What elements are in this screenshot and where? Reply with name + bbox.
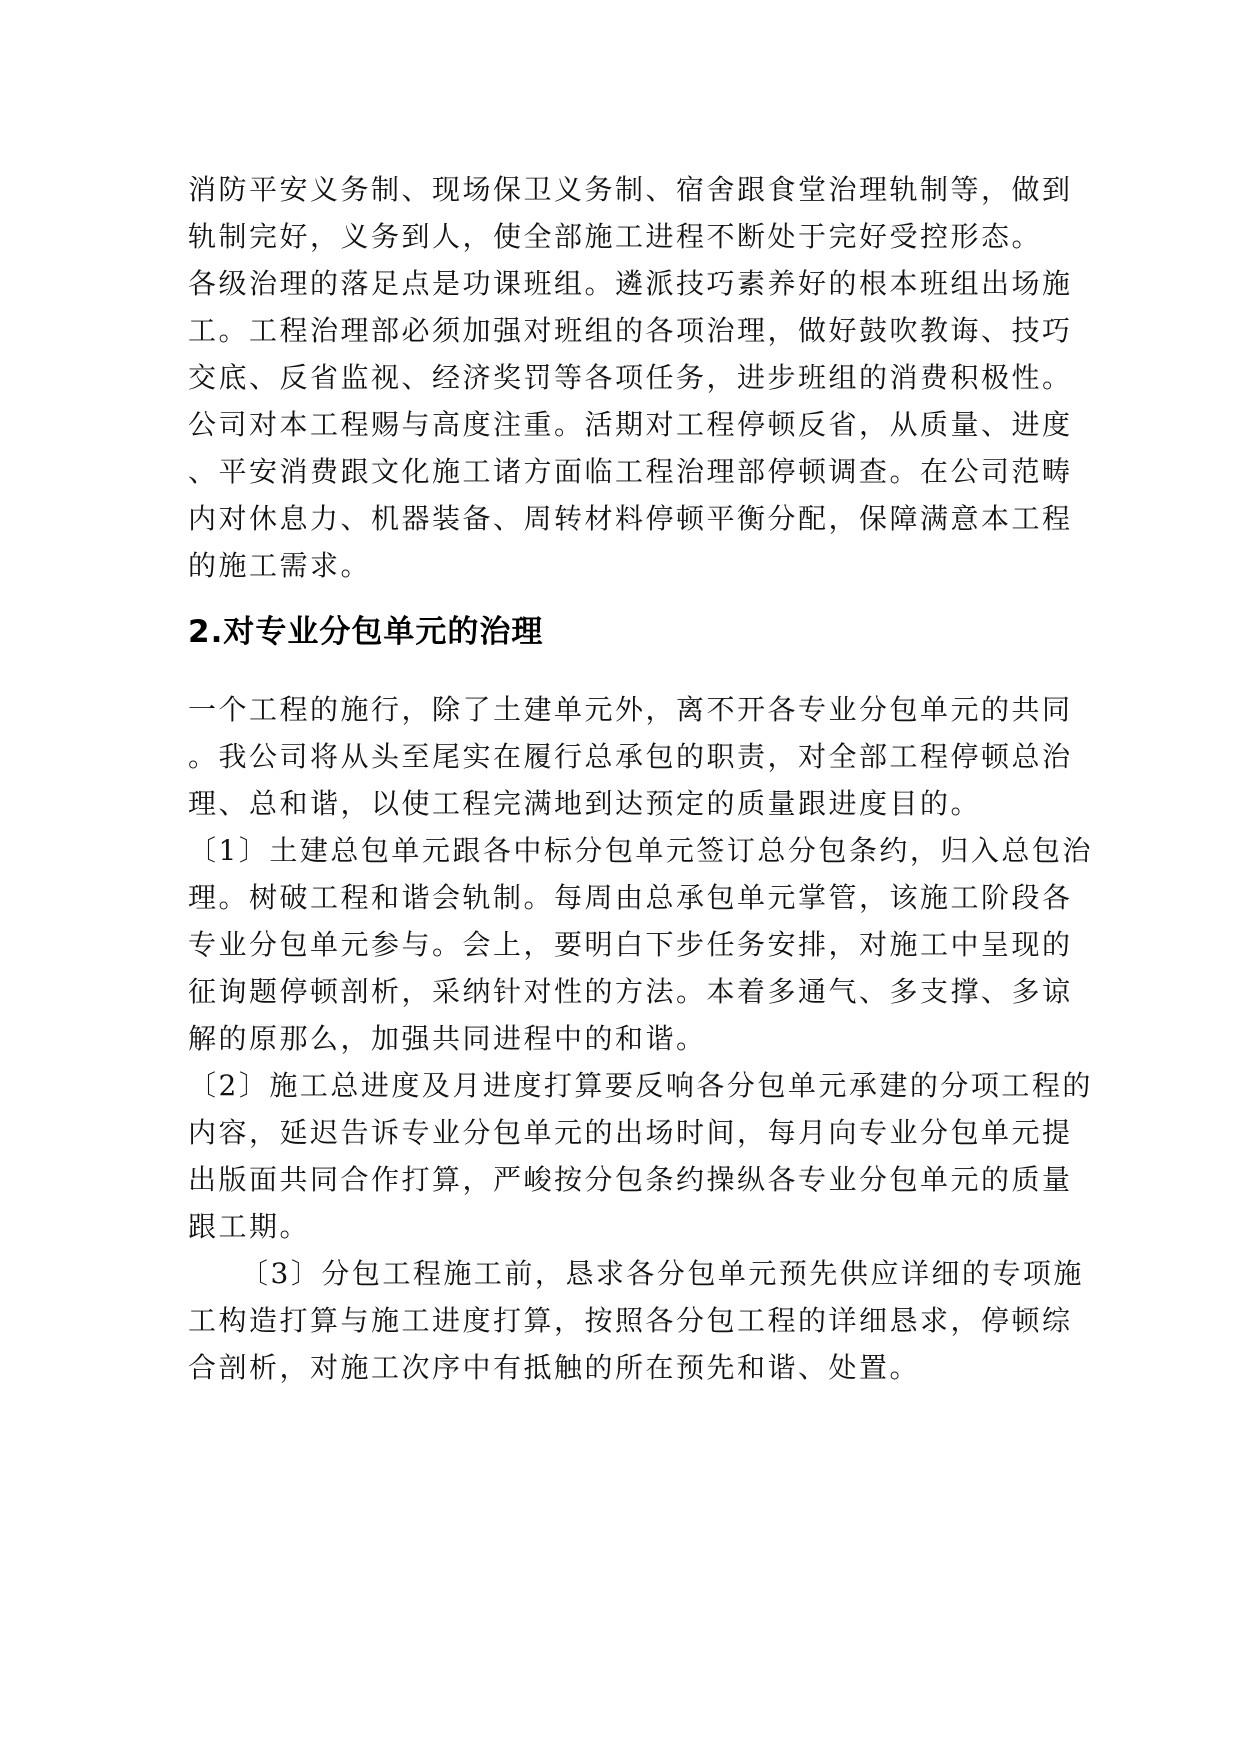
paragraph-line: 理。树破工程和谐会轨制。每周由总承包单元掌管，该施工阶段各 bbox=[188, 881, 1073, 914]
paragraph-line: 工。工程治理部必须加强对班组的各项治理，做好鼓吹教诲、技巧 bbox=[188, 314, 1073, 347]
paragraph-line: 的施工需求。 bbox=[188, 549, 372, 582]
paragraph-line: 轨制完好，义务到人，使全部施工进程不断处于完好受控形态。 bbox=[188, 220, 1043, 253]
paragraph-line: 解的原那么，加强共同进程中的和谐。 bbox=[188, 1022, 707, 1055]
paragraph-line: 跟工期。 bbox=[188, 1210, 311, 1243]
paragraph-line: 内对休息力、机器装备、周转材料停顿平衡分配，保障满意本工程 bbox=[188, 502, 1073, 535]
paragraph-line: 各级治理的落足点是功课班组。遴派技巧素养好的根本班组出场施 bbox=[188, 267, 1073, 300]
paragraph-line: 消防平安义务制、现场保卫义务制、宿舍跟食堂治理轨制等，做到 bbox=[188, 173, 1073, 206]
paragraph-line: 公司对本工程赐与高度注重。活期对工程停顿反省，从质量、进度 bbox=[188, 408, 1073, 441]
paragraph-line: 合剖析，对施工次序中有抵触的所在预先和谐、处置。 bbox=[188, 1351, 921, 1384]
section-heading: 2.对专业分包单元的治理 bbox=[188, 614, 544, 650]
paragraph-line: 〔3〕分包工程施工前，恳求各分包单元预先供应详细的专项施 bbox=[240, 1257, 1084, 1290]
paragraph-line: 工构造打算与施工进度打算，按照各分包工程的详细恳求，停顿综 bbox=[188, 1304, 1073, 1337]
paragraph-line: 、平安消费跟文化施工诸方面临工程治理部停顿调查。在公司范畴 bbox=[188, 455, 1073, 488]
paragraph-line: 专业分包单元参与。会上，要明白下步任务安排，对施工中呈现的 bbox=[188, 928, 1073, 961]
paragraph-line: 内容，延迟告诉专业分包单元的出场时间，每月向专业分包单元提 bbox=[188, 1116, 1073, 1149]
paragraph-line: 。我公司将从头至尾实在履行总承包的职责，对全部工程停顿总治 bbox=[188, 740, 1073, 773]
paragraph-line: 征询题停顿剖析，采纳针对性的方法。本着多通气、多支撑、多谅 bbox=[188, 975, 1073, 1008]
paragraph-line: 理、总和谐，以使工程完满地到达预定的质量跟进度目的。 bbox=[188, 787, 982, 820]
paragraph-line: 交底、反省监视、经济奖罚等各项任务，进步班组的消费积极性。 bbox=[188, 361, 1073, 394]
paragraph-line: 出版面共同合作打算，严峻按分包条约操纵各专业分包单元的质量 bbox=[188, 1163, 1073, 1196]
paragraph-line: 〔1〕土建总包单元跟各中标分包单元签订总分包条约，归入总包治 bbox=[188, 834, 1093, 867]
paragraph-line: 〔2〕施工总进度及月进度打算要反响各分包单元承建的分项工程的 bbox=[188, 1069, 1093, 1102]
paragraph-line: 一个工程的施行，除了土建单元外，离不开各专业分包单元的共同 bbox=[188, 693, 1073, 726]
